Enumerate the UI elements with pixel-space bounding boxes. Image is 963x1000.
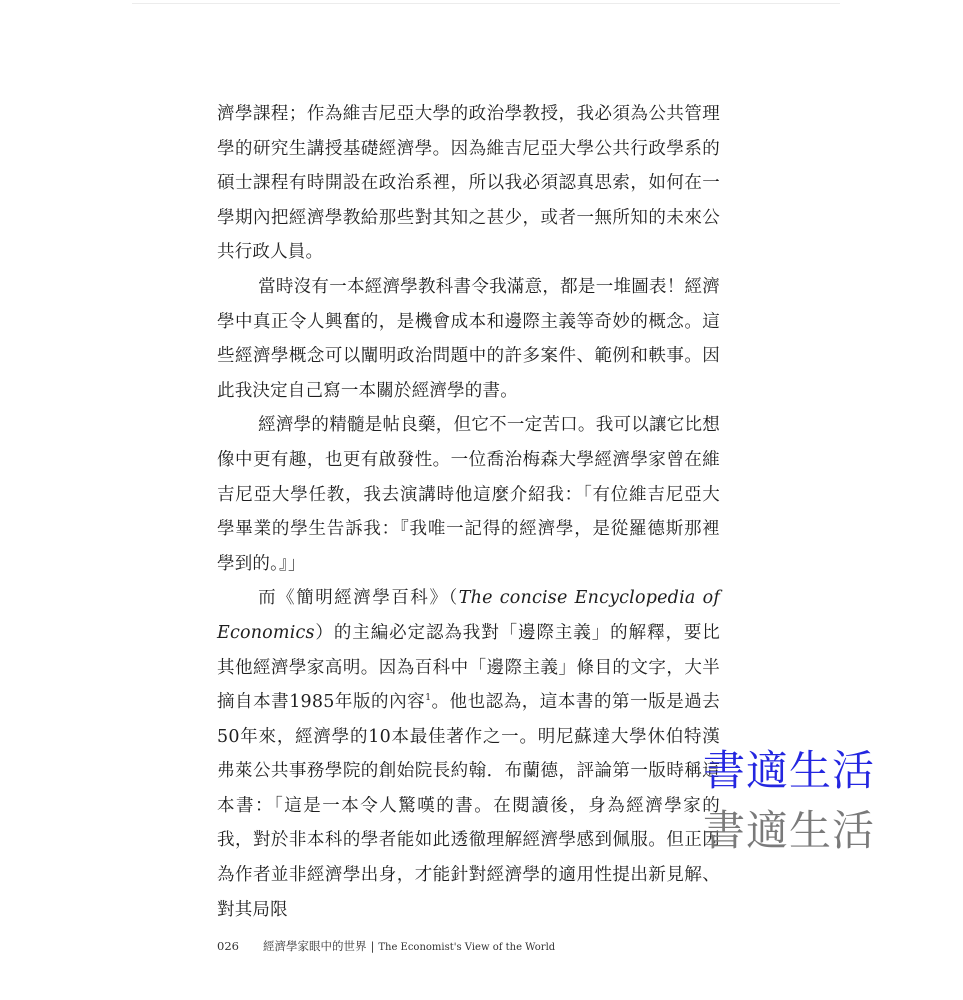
paragraph xyxy=(217,408,720,581)
paragraph xyxy=(217,581,726,927)
footer-separator: | xyxy=(370,939,375,953)
text-run: 。他也認為，這本書的第一版是過去50年來，經濟學的10本最佳著作之一。明尼蘇達大學休伯特漢弗萊公共事務學院的創始院長約翰．布蘭德，評論第一版時稱這本書：「這是一本令人驚嘆的書。在閱讀後，身為經濟學家的我，對於非本科的學者能如此透徹理解經濟學感到佩服。但正因為作者並非經濟學出身，才能針對經濟學的適用性提出新見解、對其局限 xyxy=(217,692,720,920)
watermark-text-gray: 書適生活 xyxy=(703,806,876,855)
watermark-text-blue: 書適生活 xyxy=(703,746,876,795)
text-run: 當時沒有一本經濟學教科書令我滿意，都是一堆圖表！經濟學中真正令人興奮的，是機會成本和邊際主義等奇妙的概念。這些經濟學概念可以闡明政治問題中的許多案件、範例和軼事。因此我決定自己寫一本關於經濟學的書。 xyxy=(217,276,720,401)
running-title: 經濟學家眼中的世界 xyxy=(262,939,367,953)
body-text xyxy=(217,97,726,927)
text-run: 濟學課程；作為維吉尼亞大學的政治學教授，我必須為公共管理學的研究生講授基礎經濟學。因為維吉尼亞大學公共行政學系的碩士課程有時開設在政治系裡，所以我必須認真思索，如何在一學期內把經濟學教給那些對其知之甚少，或者一無所知的未來公共行政人員。 xyxy=(217,104,720,263)
text-run: ）的主編必定認為我對「邊際主義」的解釋，要比其他經濟學家高明。因為百科中「邊際主義」條目的文字，大半摘自本書1985年版的內容 xyxy=(217,622,720,713)
watermark-logo xyxy=(703,742,883,862)
paragraph xyxy=(217,97,720,270)
page-number: 026 xyxy=(217,939,239,953)
page-footer xyxy=(217,938,555,954)
italic-title: The concise Encyclopedia of Economics xyxy=(217,588,726,643)
footnote-marker: 1 xyxy=(425,693,432,704)
paragraph xyxy=(217,270,720,408)
top-rule xyxy=(132,3,840,4)
running-title-english: The Economist's View of the World xyxy=(378,942,556,953)
text-run: 而《簡明經濟學百科》（ xyxy=(258,588,459,609)
text-run: 經濟學的精髓是帖良藥，但它不一定苦口。我可以讓它比想像中更有趣，也更有啟發性。一位喬治梅森大學經濟學家曾在維吉尼亞大學任教，我去演講時他這麼介紹我：「有位維吉尼亞大學畢業的學生告訴我：『我唯一記得的經濟學，是從羅德斯那裡學到的。』」 xyxy=(217,415,720,574)
